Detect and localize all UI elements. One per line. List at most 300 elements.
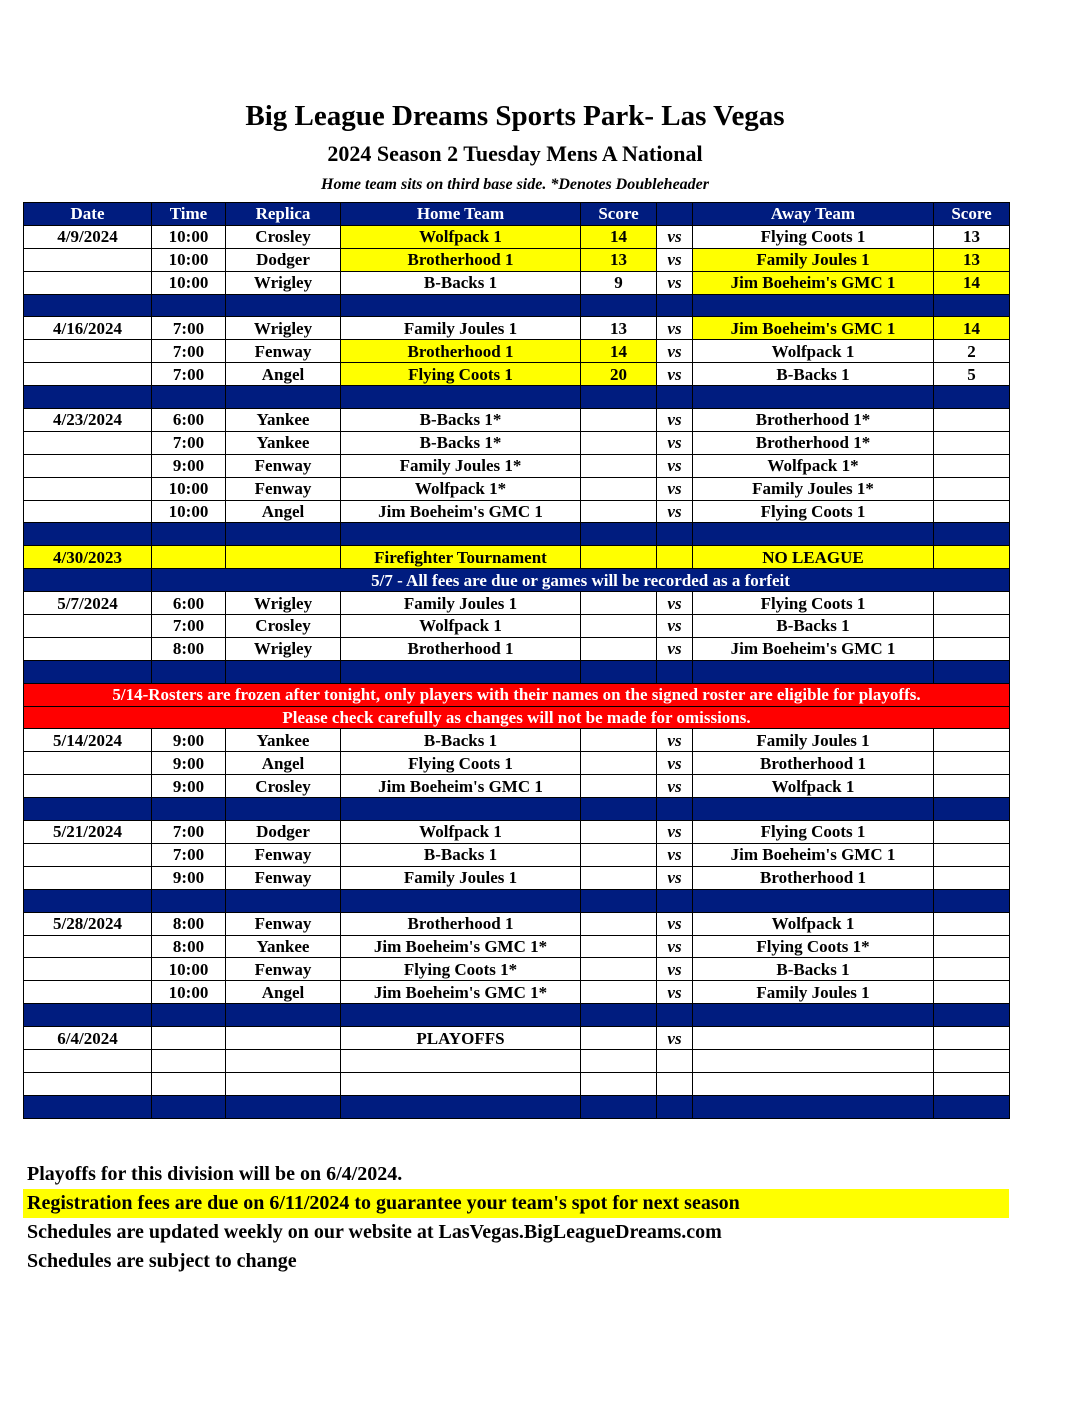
separator-cell xyxy=(657,386,693,409)
away-team: Flying Coots 1 xyxy=(693,821,934,844)
schedule-note: Home team sits on third base side. *Denotes Doubleheader xyxy=(321,176,709,193)
home-team: B-Backs 1 xyxy=(341,271,581,294)
game-replica: Angel xyxy=(226,752,341,775)
away-score xyxy=(934,981,1010,1004)
home-team: Brotherhood 1 xyxy=(341,637,581,660)
game-date: 5/7/2024 xyxy=(24,592,152,615)
home-team: Family Joules 1 xyxy=(341,866,581,889)
game-time: 7:00 xyxy=(152,363,226,386)
vs-label: vs xyxy=(657,958,693,981)
separator-cell xyxy=(24,660,152,683)
table-row xyxy=(24,637,1010,660)
away-team: Flying Coots 1* xyxy=(693,935,934,958)
week-separator-row xyxy=(24,386,1010,409)
away-score xyxy=(934,637,1010,660)
vs-label: vs xyxy=(657,363,693,386)
empty-row xyxy=(24,1072,1010,1095)
separator-cell xyxy=(152,1004,226,1027)
separator-cell xyxy=(657,1095,693,1118)
separator-cell xyxy=(934,660,1010,683)
home-score: 9 xyxy=(581,271,657,294)
game-time: 10:00 xyxy=(152,225,226,248)
game-time: 9:00 xyxy=(152,454,226,477)
away-score xyxy=(934,1027,1010,1050)
home-team: Jim Boeheim's GMC 1* xyxy=(341,935,581,958)
game-time: 7:00 xyxy=(152,821,226,844)
separator-cell xyxy=(934,386,1010,409)
home-team: Flying Coots 1* xyxy=(341,958,581,981)
game-time xyxy=(152,546,226,569)
home-team: B-Backs 1* xyxy=(341,431,581,454)
away-score xyxy=(934,431,1010,454)
away-team: Family Joules 1 xyxy=(693,248,934,271)
separator-cell xyxy=(341,294,581,317)
week-separator-row xyxy=(24,889,1010,912)
home-score xyxy=(581,958,657,981)
table-row xyxy=(24,454,1010,477)
game-date xyxy=(24,248,152,271)
game-replica: Dodger xyxy=(226,248,341,271)
vs-label: vs xyxy=(657,866,693,889)
game-time: 7:00 xyxy=(152,317,226,340)
separator-cell xyxy=(693,523,934,546)
game-replica xyxy=(226,1027,341,1050)
away-score xyxy=(934,615,1010,638)
separator-cell xyxy=(657,523,693,546)
separator-cell xyxy=(581,798,657,821)
away-score xyxy=(934,843,1010,866)
game-date xyxy=(24,500,152,523)
page-subtitle: 2024 Season 2 Tuesday Mens A National xyxy=(327,141,703,166)
separator-cell xyxy=(226,1095,341,1118)
separator-cell xyxy=(657,798,693,821)
vs-label: vs xyxy=(657,340,693,363)
home-team: Flying Coots 1 xyxy=(341,752,581,775)
separator-cell xyxy=(341,1095,581,1118)
away-team: Family Joules 1* xyxy=(693,477,934,500)
away-score: 14 xyxy=(934,317,1010,340)
game-replica: Fenway xyxy=(226,340,341,363)
home-team: Jim Boeheim's GMC 1* xyxy=(341,981,581,1004)
separator-cell xyxy=(581,889,657,912)
home-team: Wolfpack 1 xyxy=(341,821,581,844)
home-team: Flying Coots 1 xyxy=(341,363,581,386)
home-team: PLAYOFFS xyxy=(341,1027,581,1050)
game-replica: Fenway xyxy=(226,958,341,981)
empty-cell xyxy=(152,1049,226,1072)
game-date xyxy=(24,431,152,454)
vs-label: vs xyxy=(657,225,693,248)
roster-notice: Please check carefully as changes will not be made for omissions. xyxy=(24,706,1010,729)
game-date xyxy=(24,454,152,477)
separator-cell xyxy=(581,386,657,409)
page-title: Big League Dreams Sports Park- Las Vegas xyxy=(245,100,785,132)
separator-cell xyxy=(693,294,934,317)
separator-cell xyxy=(24,523,152,546)
home-team: Jim Boeheim's GMC 1 xyxy=(341,775,581,798)
game-time: 9:00 xyxy=(152,729,226,752)
game-time: 9:00 xyxy=(152,866,226,889)
away-score xyxy=(934,935,1010,958)
away-team: Brotherhood 1 xyxy=(693,752,934,775)
game-date xyxy=(24,340,152,363)
table-row xyxy=(24,935,1010,958)
separator-cell xyxy=(24,1095,152,1118)
home-score xyxy=(581,409,657,432)
game-time: 8:00 xyxy=(152,637,226,660)
empty-cell xyxy=(226,1049,341,1072)
game-time: 7:00 xyxy=(152,340,226,363)
footer-change-note: Schedules are subject to change xyxy=(27,1250,297,1272)
separator-cell xyxy=(226,798,341,821)
empty-cell xyxy=(693,1072,934,1095)
away-team: Flying Coots 1 xyxy=(693,500,934,523)
vs-label: vs xyxy=(657,1027,693,1050)
vs-label: vs xyxy=(657,431,693,454)
separator-cell xyxy=(657,294,693,317)
tournament-label: Firefighter Tournament xyxy=(341,546,581,569)
vs-label: vs xyxy=(657,615,693,638)
game-date xyxy=(24,935,152,958)
away-score xyxy=(934,477,1010,500)
separator-cell xyxy=(693,660,934,683)
header-away-score: Score xyxy=(934,203,1010,226)
home-score xyxy=(581,866,657,889)
separator-cell xyxy=(341,386,581,409)
empty-cell xyxy=(24,1072,152,1095)
separator-cell xyxy=(657,660,693,683)
game-time: 9:00 xyxy=(152,775,226,798)
fees-notice: 5/7 - All fees are due or games will be recorded as a forfeit xyxy=(152,569,1010,592)
header-home-team: Home Team xyxy=(341,203,581,226)
no-league-label: NO LEAGUE xyxy=(693,546,934,569)
table-row xyxy=(24,843,1010,866)
away-score xyxy=(934,454,1010,477)
table-row xyxy=(24,271,1010,294)
notice-blank xyxy=(24,569,152,592)
away-team: Wolfpack 1 xyxy=(693,912,934,935)
home-score xyxy=(581,546,657,569)
vs-label: vs xyxy=(657,752,693,775)
week-separator-row xyxy=(24,798,1010,821)
empty-cell xyxy=(657,1049,693,1072)
away-team: Wolfpack 1 xyxy=(693,775,934,798)
table-row xyxy=(24,981,1010,1004)
game-time: 7:00 xyxy=(152,843,226,866)
table-row xyxy=(24,363,1010,386)
footer-website-note: Schedules are updated weekly on our website at LasVegas.BigLeagueDreams.com xyxy=(27,1221,722,1243)
game-time xyxy=(152,1027,226,1050)
vs-label: vs xyxy=(657,981,693,1004)
home-score: 14 xyxy=(581,225,657,248)
separator-cell xyxy=(657,1004,693,1027)
home-score xyxy=(581,1027,657,1050)
week-separator-row xyxy=(24,294,1010,317)
away-score: 14 xyxy=(934,271,1010,294)
roster-notice-row xyxy=(24,706,1010,729)
table-row xyxy=(24,775,1010,798)
away-score xyxy=(934,912,1010,935)
footer-registration-note: Registration fees are due on 6/11/2024 to guarantee your team's spot for next season xyxy=(23,1189,1009,1218)
table-row xyxy=(24,866,1010,889)
separator-cell xyxy=(934,523,1010,546)
separator-cell xyxy=(24,1004,152,1027)
tournament-row xyxy=(24,546,1010,569)
home-score xyxy=(581,935,657,958)
away-team: Flying Coots 1 xyxy=(693,225,934,248)
game-date xyxy=(24,637,152,660)
game-replica: Yankee xyxy=(226,431,341,454)
away-team: B-Backs 1 xyxy=(693,958,934,981)
vs-label: vs xyxy=(657,637,693,660)
game-replica: Fenway xyxy=(226,454,341,477)
separator-cell xyxy=(581,660,657,683)
separator-cell xyxy=(226,1004,341,1027)
game-time: 7:00 xyxy=(152,431,226,454)
empty-row xyxy=(24,1049,1010,1072)
game-date: 5/14/2024 xyxy=(24,729,152,752)
fees-notice-row xyxy=(24,569,1010,592)
separator-cell xyxy=(226,523,341,546)
game-date: 5/21/2024 xyxy=(24,821,152,844)
game-replica: Crosley xyxy=(226,775,341,798)
away-score xyxy=(934,500,1010,523)
separator-cell xyxy=(152,889,226,912)
game-time: 6:00 xyxy=(152,409,226,432)
vs-label: vs xyxy=(657,843,693,866)
home-score xyxy=(581,431,657,454)
game-replica: Yankee xyxy=(226,935,341,958)
home-team: Wolfpack 1 xyxy=(341,615,581,638)
week-separator-row xyxy=(24,1004,1010,1027)
home-score xyxy=(581,500,657,523)
separator-cell xyxy=(152,798,226,821)
empty-cell xyxy=(657,1072,693,1095)
empty-cell xyxy=(934,1049,1010,1072)
home-score xyxy=(581,981,657,1004)
game-date: 4/16/2024 xyxy=(24,317,152,340)
home-team: Brotherhood 1 xyxy=(341,912,581,935)
game-replica: Angel xyxy=(226,500,341,523)
game-time: 10:00 xyxy=(152,248,226,271)
away-score xyxy=(934,546,1010,569)
separator-cell xyxy=(934,1095,1010,1118)
home-team: Family Joules 1 xyxy=(341,592,581,615)
empty-cell xyxy=(581,1049,657,1072)
away-team: Wolfpack 1 xyxy=(693,340,934,363)
vs-label: vs xyxy=(657,271,693,294)
empty-cell xyxy=(934,1072,1010,1095)
separator-cell xyxy=(693,386,934,409)
separator-cell xyxy=(934,1004,1010,1027)
game-replica: Angel xyxy=(226,981,341,1004)
home-score: 13 xyxy=(581,317,657,340)
separator-cell xyxy=(581,1095,657,1118)
away-score: 5 xyxy=(934,363,1010,386)
empty-cell xyxy=(152,1072,226,1095)
home-score xyxy=(581,615,657,638)
game-date xyxy=(24,363,152,386)
home-team: Jim Boeheim's GMC 1 xyxy=(341,500,581,523)
header-home-score: Score xyxy=(581,203,657,226)
home-score xyxy=(581,752,657,775)
empty-cell xyxy=(693,1049,934,1072)
home-team: Family Joules 1* xyxy=(341,454,581,477)
table-row xyxy=(24,431,1010,454)
game-date: 4/30/2023 xyxy=(24,546,152,569)
away-score: 2 xyxy=(934,340,1010,363)
game-replica: Dodger xyxy=(226,821,341,844)
separator-cell xyxy=(934,889,1010,912)
home-score xyxy=(581,843,657,866)
table-row xyxy=(24,615,1010,638)
separator-cell xyxy=(341,660,581,683)
separator-cell xyxy=(24,889,152,912)
separator-cell xyxy=(152,660,226,683)
header-date: Date xyxy=(24,203,152,226)
separator-cell xyxy=(226,386,341,409)
game-replica: Fenway xyxy=(226,866,341,889)
away-team xyxy=(693,1027,934,1050)
separator-cell xyxy=(341,1004,581,1027)
separator-cell xyxy=(657,889,693,912)
away-team: Jim Boeheim's GMC 1 xyxy=(693,843,934,866)
separator-cell xyxy=(152,386,226,409)
game-replica: Wrigley xyxy=(226,637,341,660)
away-score: 13 xyxy=(934,248,1010,271)
empty-cell xyxy=(341,1049,581,1072)
away-score: 13 xyxy=(934,225,1010,248)
game-time: 9:00 xyxy=(152,752,226,775)
game-replica: Fenway xyxy=(226,843,341,866)
vs-label: vs xyxy=(657,935,693,958)
home-score xyxy=(581,637,657,660)
vs-label: vs xyxy=(657,317,693,340)
away-score xyxy=(934,409,1010,432)
game-date xyxy=(24,866,152,889)
away-team: B-Backs 1 xyxy=(693,615,934,638)
separator-cell xyxy=(341,798,581,821)
separator-cell xyxy=(226,294,341,317)
table-row xyxy=(24,592,1010,615)
home-score xyxy=(581,477,657,500)
away-team: Jim Boeheim's GMC 1 xyxy=(693,317,934,340)
table-row xyxy=(24,752,1010,775)
separator-cell xyxy=(693,798,934,821)
table-row xyxy=(24,409,1010,432)
schedule-table xyxy=(23,202,1010,1119)
vs-label: vs xyxy=(657,775,693,798)
game-replica: Crosley xyxy=(226,225,341,248)
separator-cell xyxy=(341,889,581,912)
game-time: 10:00 xyxy=(152,271,226,294)
separator-cell xyxy=(152,294,226,317)
home-team: Family Joules 1 xyxy=(341,317,581,340)
home-score xyxy=(581,912,657,935)
empty-cell xyxy=(581,1072,657,1095)
table-row xyxy=(24,477,1010,500)
away-team: Flying Coots 1 xyxy=(693,592,934,615)
away-team: Brotherhood 1* xyxy=(693,409,934,432)
game-date xyxy=(24,958,152,981)
vs-label: vs xyxy=(657,409,693,432)
separator-cell xyxy=(226,660,341,683)
game-date xyxy=(24,775,152,798)
home-team: B-Backs 1 xyxy=(341,729,581,752)
away-score xyxy=(934,958,1010,981)
game-date: 4/23/2024 xyxy=(24,409,152,432)
vs-label: vs xyxy=(657,729,693,752)
vs-label: vs xyxy=(657,592,693,615)
game-time: 10:00 xyxy=(152,500,226,523)
separator-cell xyxy=(581,523,657,546)
game-replica: Yankee xyxy=(226,409,341,432)
away-team: Jim Boeheim's GMC 1 xyxy=(693,271,934,294)
table-row xyxy=(24,1027,1010,1050)
game-replica: Wrigley xyxy=(226,271,341,294)
home-score xyxy=(581,775,657,798)
week-separator-row xyxy=(24,523,1010,546)
home-team: Brotherhood 1 xyxy=(341,248,581,271)
separator-cell xyxy=(341,523,581,546)
table-row xyxy=(24,248,1010,271)
game-date xyxy=(24,981,152,1004)
table-row xyxy=(24,729,1010,752)
vs-label: vs xyxy=(657,454,693,477)
table-row xyxy=(24,958,1010,981)
game-replica: Fenway xyxy=(226,912,341,935)
separator-cell xyxy=(934,798,1010,821)
separator-cell xyxy=(693,1004,934,1027)
game-date xyxy=(24,615,152,638)
footer-playoffs-note: Playoffs for this division will be on 6/4/2024. xyxy=(27,1163,403,1185)
game-replica xyxy=(226,546,341,569)
away-team: Family Joules 1 xyxy=(693,981,934,1004)
game-replica: Crosley xyxy=(226,615,341,638)
table-row xyxy=(24,317,1010,340)
table-row xyxy=(24,225,1010,248)
home-score xyxy=(581,592,657,615)
away-score xyxy=(934,729,1010,752)
home-team: Wolfpack 1* xyxy=(341,477,581,500)
separator-cell xyxy=(934,294,1010,317)
separator-cell xyxy=(693,1095,934,1118)
header-vs xyxy=(657,203,693,226)
home-team: B-Backs 1 xyxy=(341,843,581,866)
game-time: 10:00 xyxy=(152,958,226,981)
vs-label: vs xyxy=(657,912,693,935)
game-time: 8:00 xyxy=(152,912,226,935)
roster-notice-row xyxy=(24,683,1010,706)
separator-cell xyxy=(152,523,226,546)
game-date: 5/28/2024 xyxy=(24,912,152,935)
table-header-row xyxy=(24,203,1010,226)
away-score xyxy=(934,592,1010,615)
game-time: 10:00 xyxy=(152,477,226,500)
away-score xyxy=(934,866,1010,889)
game-replica: Yankee xyxy=(226,729,341,752)
game-replica: Wrigley xyxy=(226,592,341,615)
header-time: Time xyxy=(152,203,226,226)
separator-cell xyxy=(24,386,152,409)
table-row xyxy=(24,340,1010,363)
away-team: Wolfpack 1* xyxy=(693,454,934,477)
vs-label: vs xyxy=(657,477,693,500)
empty-cell xyxy=(24,1049,152,1072)
vs-label: vs xyxy=(657,821,693,844)
game-time: 8:00 xyxy=(152,935,226,958)
home-score: 20 xyxy=(581,363,657,386)
